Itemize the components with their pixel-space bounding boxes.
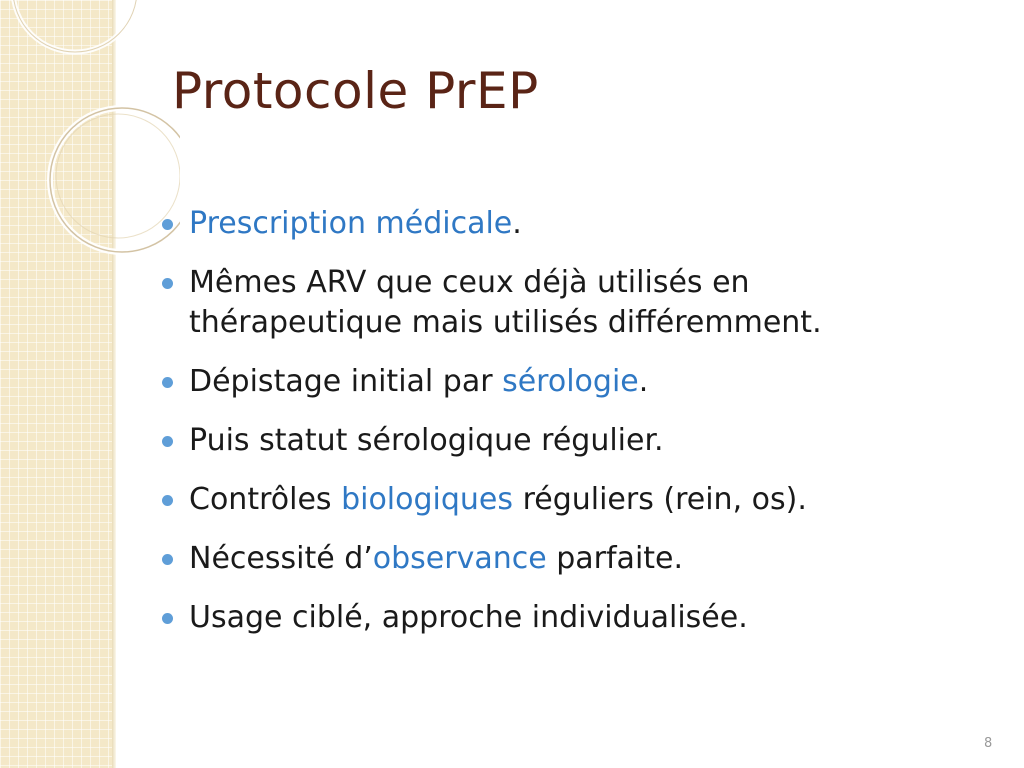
bullet-text-before: Nécessité d’: [189, 541, 373, 576]
bullet-text-after: réguliers (rein, os).: [513, 482, 807, 517]
bullet-item: [160, 480, 960, 520]
bullet-icon: [162, 377, 173, 388]
bullet-text-after: .: [512, 206, 522, 241]
bullet-item: [160, 263, 960, 343]
bullet-list: [160, 204, 960, 657]
bullet-item: [160, 421, 960, 461]
bullet-icon: [162, 278, 173, 289]
bullet-highlight: biologiques: [341, 482, 514, 517]
bullet-item: [160, 204, 960, 244]
bullet-text-after: parfaite.: [546, 541, 684, 576]
bullet-text: Puis statut sérologique régulier.: [189, 423, 664, 458]
slide-title: Protocole PrEP: [172, 62, 539, 120]
bullet-text-before: Dépistage initial par: [189, 364, 503, 399]
decorative-side-band: [0, 0, 112, 768]
page-number: 8: [984, 736, 993, 751]
side-band-edge: [112, 0, 116, 768]
bullet-highlight: sérologie: [502, 364, 639, 399]
bullet-icon: [162, 554, 173, 565]
bullet-highlight: observance: [372, 541, 547, 576]
bullet-text: Mêmes ARV que ceux déjà utilisés en thérapeutique mais utilisés différemment.: [189, 265, 822, 340]
bullet-item: [160, 539, 960, 579]
bullet-item: [160, 598, 960, 638]
bullet-item: [160, 362, 960, 402]
bullet-icon: [162, 219, 173, 230]
bullet-text-before: Contrôles: [189, 482, 342, 517]
bullet-text: Usage ciblé, approche individualisée.: [189, 600, 748, 635]
bullet-text-after: .: [638, 364, 649, 399]
bullet-highlight: Prescription médicale: [189, 206, 513, 241]
bullet-icon: [162, 436, 173, 447]
bullet-icon: [162, 613, 173, 624]
bullet-icon: [162, 495, 173, 506]
